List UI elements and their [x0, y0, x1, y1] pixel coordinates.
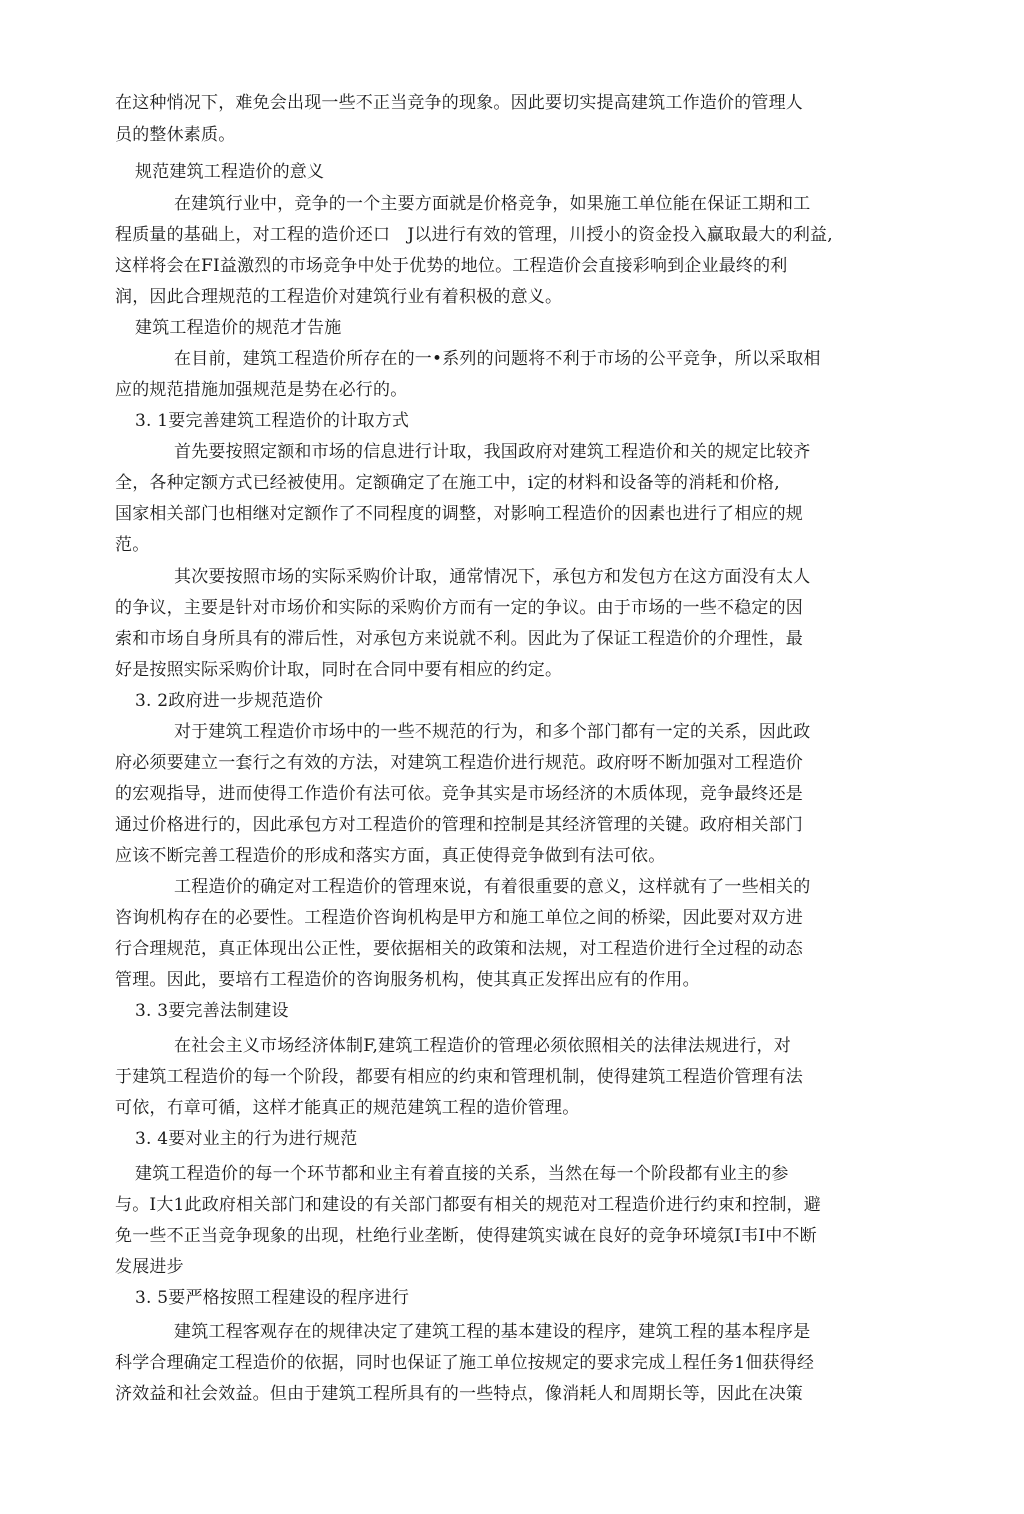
text-line: 全，各种定额方式已经被使用。定额确定了在施工中，i定的材料和设备等的消耗和价格, — [115, 473, 780, 493]
section-heading: 3. 3要完善法制建设 — [135, 1001, 289, 1021]
text-line: 府必须要建立一套行之有效的方法，对建筑工程造价进行规范。政府呀不断加强对工程造价 — [115, 753, 803, 773]
text-line: 建筑工程造价的每一个环节都和业主有着直接的关系，当然在每一个阶段都有业主的参 — [135, 1164, 789, 1184]
text-line: 在这种悄况下，难免会出现一些不正当竞争的现象。因此要切实提高建筑工作造价的管理人 — [115, 93, 803, 113]
text-line: 的宏观指导，进而使得工作造价有法可依。竞争其实是市场经济的木质体现，竞争最终还是 — [115, 784, 803, 804]
text-line: 咨询机构存在的必要性。工程造价咨询机构是甲方和施工单位之间的桥梁，因此要对双方进 — [115, 908, 803, 928]
section-heading: 3. 4要对业主的行为进行规范 — [135, 1129, 358, 1149]
section-heading: 规范建筑工程造价的意义 — [135, 162, 325, 182]
text-line: 在社会主义市场经济体制F,建筑工程造价的管理必须依照相关的法律法规进行，对 — [174, 1036, 791, 1056]
text-line: 在目前，建筑工程造价所存在的一•系列的问题将不利于市场的公平竞争，所以采取相 — [174, 349, 821, 369]
text-line: 发展进步 — [115, 1257, 184, 1277]
section-heading: 3. 5要严格按照工程建设的程序进行 — [135, 1288, 410, 1308]
text-line: 员的整休素质。 — [115, 125, 236, 145]
text-line: 这样将会在FI益激烈的市场竞争中处于优势的地位。工程造价会直接彩响到企业最终的利 — [115, 256, 788, 276]
text-line: 管理。因此，要培冇工程造价的咨询服务机构，使其真正发挥出应有的作用。 — [115, 970, 700, 990]
text-line: 于建筑工程造价的每一个阶段，都要有相应的约束和管理机制，使得建筑工程造价管理有法 — [115, 1067, 803, 1087]
section-heading: 3. 1要完善建筑工程造价的计取方式 — [135, 411, 410, 431]
text-line: 首先要按照定额和市场的信息进行计取，我国政府对建筑工程造价和关的规定比较齐 — [174, 442, 811, 462]
text-line: 行合理规范，真正体现出公正性，要依据相关的政策和法规，对工程造价进行全过程的动态 — [115, 939, 803, 959]
text-line: 润，因此合理规范的工程造价对建筑行业有着积极的意义。 — [115, 287, 563, 307]
text-line: 与。I大1此政府相关部门和建设的有关部门都耍有相关的规范对工程造价进行约束和控制，避 — [115, 1195, 821, 1215]
text-line: 范。 — [115, 535, 150, 555]
text-line: 免一些不正当竞争现象的出现，杜绝行业垄断，使得建筑实诚在良好的竞争环境氛I韦I中不断 — [115, 1226, 817, 1246]
text-line: 通过价格进行的，因此承包方对工程造价的管理和控制是其经济管理的关键。政府相关部门 — [115, 815, 803, 835]
text-line: 应该不断完善工程造价的形成和落实方面，真正使得竞争做到有法可依。 — [115, 846, 666, 866]
text-line: 索和市场自身所具有的滞后性，对承包方来说就不利。因此为了保证工程造价的介理性，最 — [115, 629, 803, 649]
text-line: 科学合理确定工程造价的依据，同时也保证了施工单位按规定的要求完成丄程任务1佃获得经 — [115, 1353, 815, 1373]
text-line: 好是按照实际采购价计取，同时在合同中要有相应的约定。 — [115, 660, 563, 680]
text-line: 应的规范措施加强规范是势在必行的。 — [115, 380, 408, 400]
text-line: 可依，冇章可循，这样才能真正的规范建筑工程的造价管理。 — [115, 1098, 580, 1118]
text-line: 程质量的基础上，对工程的造价还口 J以进行有效的管理，川授小的资金投入赢取最大的利益, — [115, 225, 833, 245]
text-line: 国家相关部门也相继对定额作了不同程度的调整，对影响工程造价的因素也进行了相应的规 — [115, 504, 803, 524]
text-line: 工程造价的确定对工程造价的管理來说，有着很重要的意义，这样就有了一些相关的 — [174, 877, 811, 897]
text-line: 建筑工程客观存在的规律决定了建筑工程的基本建设的程序，建筑工程的基本程序是 — [174, 1322, 811, 1342]
text-line: 在建筑行业中，竞争的一个主要方面就是价格竞争，如果施工单位能在保证工期和工 — [174, 194, 811, 214]
section-heading: 3. 2政府进一步规范造价 — [135, 691, 324, 711]
text-line: 的争议，主要是针对市场价和实际的采购价方而有一定的争议。由于市场的一些不稳定的因 — [115, 598, 803, 618]
section-heading: 建筑工程造价的规范才告施 — [135, 318, 342, 338]
text-line: 济效益和社会效益。但由于建筑工程所具有的一些特点，像消耗人和周期长等，因此在决策 — [115, 1384, 803, 1404]
text-line: 对于建筑工程造价市场中的一些不规范的行为，和多个部门都有一定的关系，因此政 — [174, 722, 811, 742]
text-line: 其次要按照市场的实际采购价计取，通常情况下，承包方和发包方在这方面没有太人 — [174, 567, 811, 587]
